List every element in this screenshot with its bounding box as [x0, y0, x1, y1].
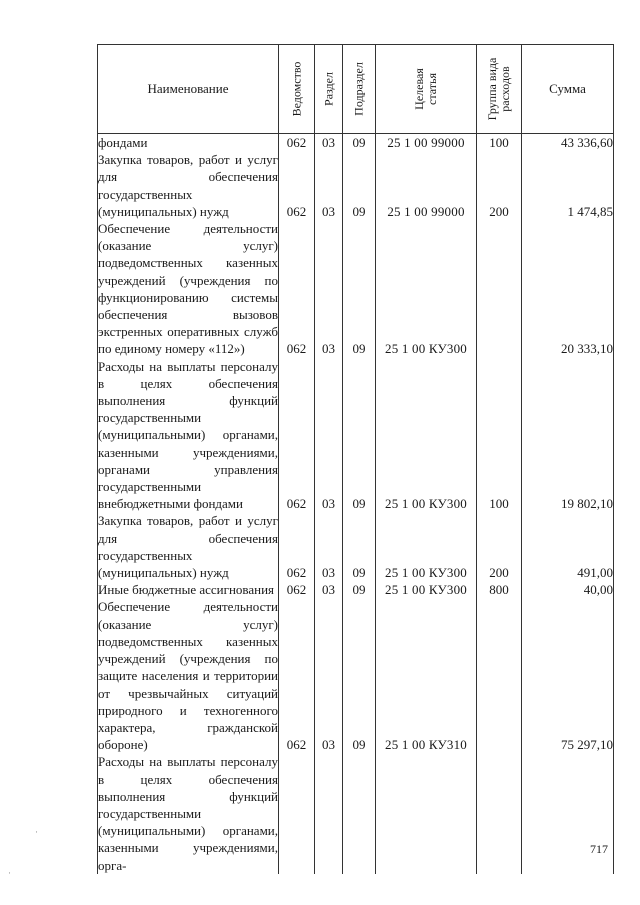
- row-celevaya: 25 1 00 КУ300: [376, 220, 477, 358]
- row-vedomstvo: 062: [279, 134, 315, 152]
- row-vedomstvo: 062: [279, 220, 315, 358]
- header-celevaya-line1: Целевая: [412, 68, 426, 110]
- table-row: [98, 512, 614, 581]
- table-row: [98, 581, 614, 598]
- row-summa: 1 474,85: [522, 151, 614, 220]
- row-vedomstvo: 062: [279, 581, 315, 598]
- table-row: [98, 134, 614, 152]
- row-podrazdel: 09: [343, 512, 376, 581]
- row-celevaya: 25 1 00 КУ300: [376, 581, 477, 598]
- header-razdel: [315, 45, 343, 134]
- row-name: Обеспечение деятельности (оказание услуг) подведомственных казенных учреждений (учреждения по функционированию системы обеспечения вызовов экстренных оперативных служб по единому номеру «112»): [98, 221, 278, 357]
- row-gruppa: 200: [477, 512, 522, 581]
- row-celevaya: 25 1 00 99000: [376, 134, 477, 152]
- row-gruppa: 200: [477, 151, 522, 220]
- row-gruppa: [477, 753, 522, 873]
- table-row: [98, 151, 614, 220]
- table-row: [98, 753, 614, 873]
- header-vedomstvo: [279, 45, 315, 134]
- row-podrazdel: 09: [343, 151, 376, 220]
- row-podrazdel: 09: [343, 581, 376, 598]
- header-name: Наименование: [98, 45, 279, 134]
- row-razdel: [315, 753, 343, 873]
- row-razdel: 03: [315, 512, 343, 581]
- row-celevaya: [376, 753, 477, 873]
- table-row: [98, 358, 614, 513]
- row-vedomstvo: 062: [279, 151, 315, 220]
- row-podrazdel: [343, 753, 376, 873]
- scan-speck: ·: [8, 868, 11, 878]
- row-summa: 491,00: [522, 512, 614, 581]
- header-celevaya-line2: статья: [425, 73, 439, 105]
- scan-speck: ·: [35, 827, 38, 837]
- row-celevaya: 25 1 00 КУ300: [376, 512, 477, 581]
- header-gruppa-line1: Группа вида: [485, 57, 499, 121]
- row-name: Расходы на выплаты персоналу в целях обеспечения выполнения функций государственными (муниципальными) органами, казенными учреждениями, органами управления государственными внебюджетными фондами: [98, 358, 278, 512]
- header-podrazdel-label: Подраздел: [351, 62, 366, 116]
- table-header-row: [98, 45, 614, 134]
- row-summa: 20 333,10: [522, 220, 614, 358]
- row-vedomstvo: 062: [279, 598, 315, 753]
- row-podrazdel: 09: [343, 598, 376, 753]
- page-number: 717: [590, 842, 608, 856]
- row-name: Обеспечение деятельности (оказание услуг) подведомственных казенных учреждений (учреждения по защите населения и территории от чрезвычайных ситуаций природного и техногенного характера, гражданской обороне): [98, 599, 278, 753]
- row-gruppa: 100: [477, 358, 522, 513]
- row-razdel: 03: [315, 220, 343, 358]
- row-razdel: 03: [315, 358, 343, 513]
- budget-table: [97, 44, 614, 874]
- row-name: Иные бюджетные ассигнования: [98, 581, 279, 598]
- row-gruppa: [477, 220, 522, 358]
- header-celevaya-statya: [376, 45, 477, 134]
- row-vedomstvo: [279, 753, 315, 873]
- header-summa: Сумма: [522, 45, 614, 134]
- header-gruppa-vida: [477, 45, 522, 134]
- header-gruppa-line2: расходов: [498, 66, 512, 112]
- row-vedomstvo: 062: [279, 358, 315, 513]
- row-summa: 75 297,10: [522, 598, 614, 753]
- row-celevaya: 25 1 00 КУ310: [376, 598, 477, 753]
- row-podrazdel: 09: [343, 358, 376, 513]
- row-razdel: 03: [315, 134, 343, 152]
- row-razdel: 03: [315, 581, 343, 598]
- row-podrazdel: 09: [343, 220, 376, 358]
- row-gruppa: [477, 598, 522, 753]
- row-name: Расходы на выплаты персоналу в целях обеспечения выполнения функций государственными (муниципальными) органами, казенными учреждениями, орга-: [98, 754, 278, 873]
- row-summa: 43 336,60: [522, 134, 614, 152]
- row-name: фондами: [98, 134, 279, 152]
- row-name: Закупка товаров, работ и услуг для обеспечения государственных (муниципальных) нужд: [98, 513, 278, 581]
- row-podrazdel: 09: [343, 134, 376, 152]
- row-celevaya: 25 1 00 99000: [376, 151, 477, 220]
- header-podrazdel: [343, 45, 376, 134]
- row-gruppa: 100: [477, 134, 522, 152]
- header-razdel-label: Раздел: [321, 72, 335, 106]
- header-vedomstvo-label: Ведомство: [289, 61, 303, 117]
- row-name: Закупка товаров, работ и услуг для обеспечения государственных (муниципальных) нужд: [98, 152, 278, 219]
- table-row: [98, 220, 614, 358]
- row-razdel: 03: [315, 598, 343, 753]
- row-summa: 40,00: [522, 581, 614, 598]
- row-vedomstvo: 062: [279, 512, 315, 581]
- row-celevaya: 25 1 00 КУ300: [376, 358, 477, 513]
- row-gruppa: 800: [477, 581, 522, 598]
- table-row: [98, 598, 614, 753]
- row-summa: 19 802,10: [522, 358, 614, 513]
- row-razdel: 03: [315, 151, 343, 220]
